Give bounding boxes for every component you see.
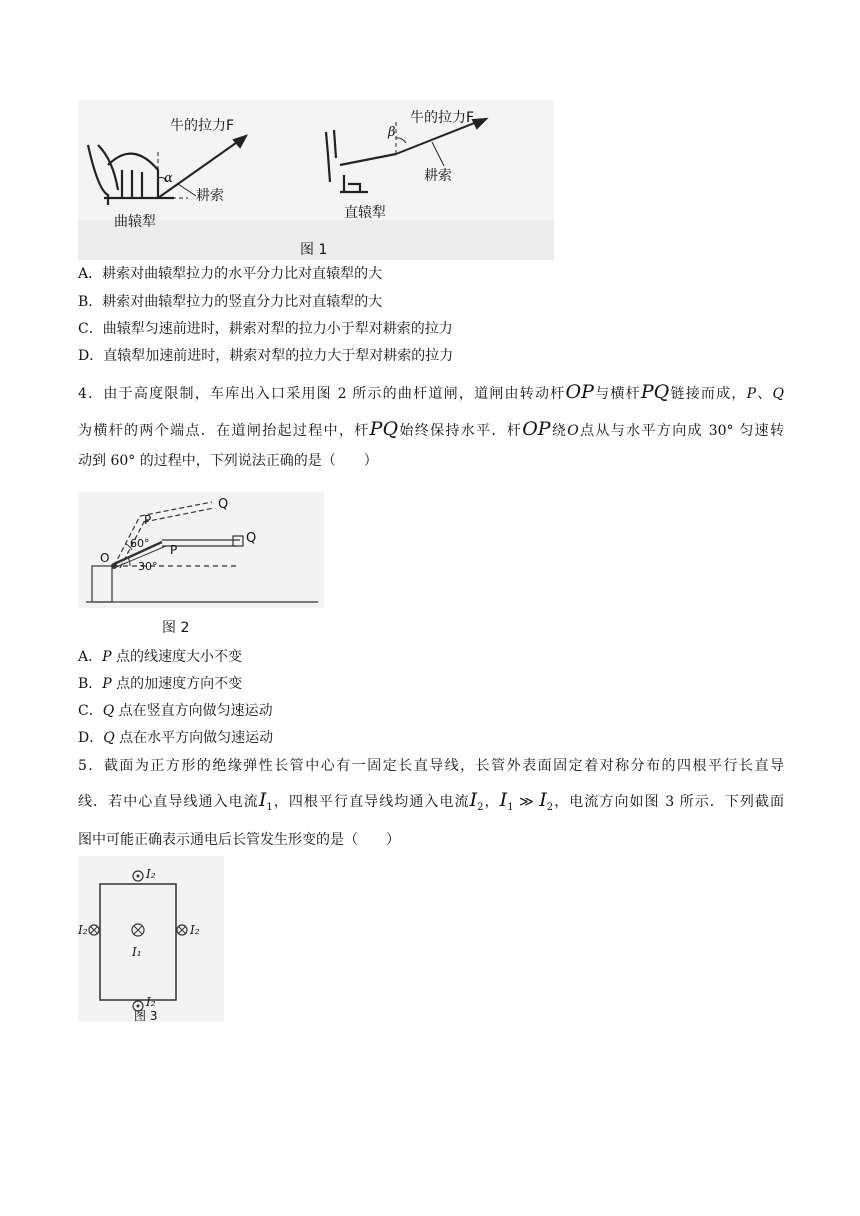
angle-alpha-label: α [164,171,173,186]
figure-3 [78,856,224,1022]
figure-1-caption: 图 1 [300,242,328,258]
q4-option-d: D．Q 点在水平方向做匀速运动 [78,730,274,746]
label-q-upper: Q [218,497,229,512]
q3-option-b: B．耕索对曲辕犁拉力的竖直分力比对直辕犁的大 [78,294,383,310]
figure-2 [78,492,324,638]
straight-plough-label: 直辕犁 [344,205,386,221]
q5-stem-line-1: 5．截面为正方形的绝缘弹性长管中心有一固定长直导线，长管外表面固定着对称分布的四根平行长直导 [78,758,784,774]
figure-3-caption: 图 3 [134,1009,158,1022]
q4-stem [78,380,784,471]
angle-30-label: 30° [138,560,158,573]
label-p-upper: P [144,513,152,527]
label-q-lower: Q [246,531,257,546]
q4-option-b: B．P 点的加速度方向不变 [78,676,243,692]
current-label-center: I₁ [132,945,142,959]
q4-stem-line-1: 4．由于高度限制，车库出入口采用图 2 所示的曲杆道闸，道闸由转动杆OP与横杆PQ链接而成，P、Q [78,381,785,403]
figure-2-caption: 图 2 [162,620,190,636]
rope-label-left: 耕索 [196,188,224,204]
angle-beta-label: β [388,125,396,140]
angle-60-label: 60° [130,537,150,550]
current-label-bottom: I₂ [146,995,156,1009]
current-label-top: I₂ [146,867,156,881]
current-label-right: I₂ [190,923,200,937]
rope-label-right: 耕索 [424,168,452,184]
curved-plough-label: 曲辕犁 [114,214,156,230]
label-p-lower: P [170,543,178,557]
q5-stem-line-3: 图中可能正确表示通电后长管发生形变的是（ ） [78,832,400,848]
q4-option-c: C．Q 点在竖直方向做匀速运动 [78,703,273,719]
q5-stem [78,756,784,850]
current-label-left: I₂ [78,923,88,937]
figure-1 [78,100,554,260]
q4-stem-line-3: 动到 60° 的过程中，下列说法正确的是（ ） [78,453,378,469]
q3-option-a: A．耕索对曲辕犁拉力的水平分力比对直辕犁的大 [78,266,383,282]
q4-stem-line-2: 为横杆的两个端点．在道闸抬起过程中，杆PQ始终保持水平．杆OP绕O点从与水平方向成 30° 匀速转 [78,418,785,440]
label-o: O [100,551,110,565]
force-label-right: 牛的拉力F [410,110,475,126]
q3-option-c: C．曲辕犁匀速前进时，耕索对犁的拉力小于犁对耕索的拉力 [78,321,453,337]
rod-op: OP [565,381,594,403]
q4-option-a: A．P 点的线速度大小不变 [78,649,242,665]
q3-option-d: D．直辕犁加速前进时，耕索对犁的拉力大于犁对耕索的拉力 [78,348,454,364]
q5-stem-line-2: 线．若中心直导线通入电流$I_1$，四根平行直导线均通入电流$I_2$，$I_1$ ≫ $I_2$，电流方向如图 3 所示．下列截面 [78,789,785,813]
force-label-left: 牛的拉力F [170,118,235,134]
rod-pq: PQ [640,381,670,403]
